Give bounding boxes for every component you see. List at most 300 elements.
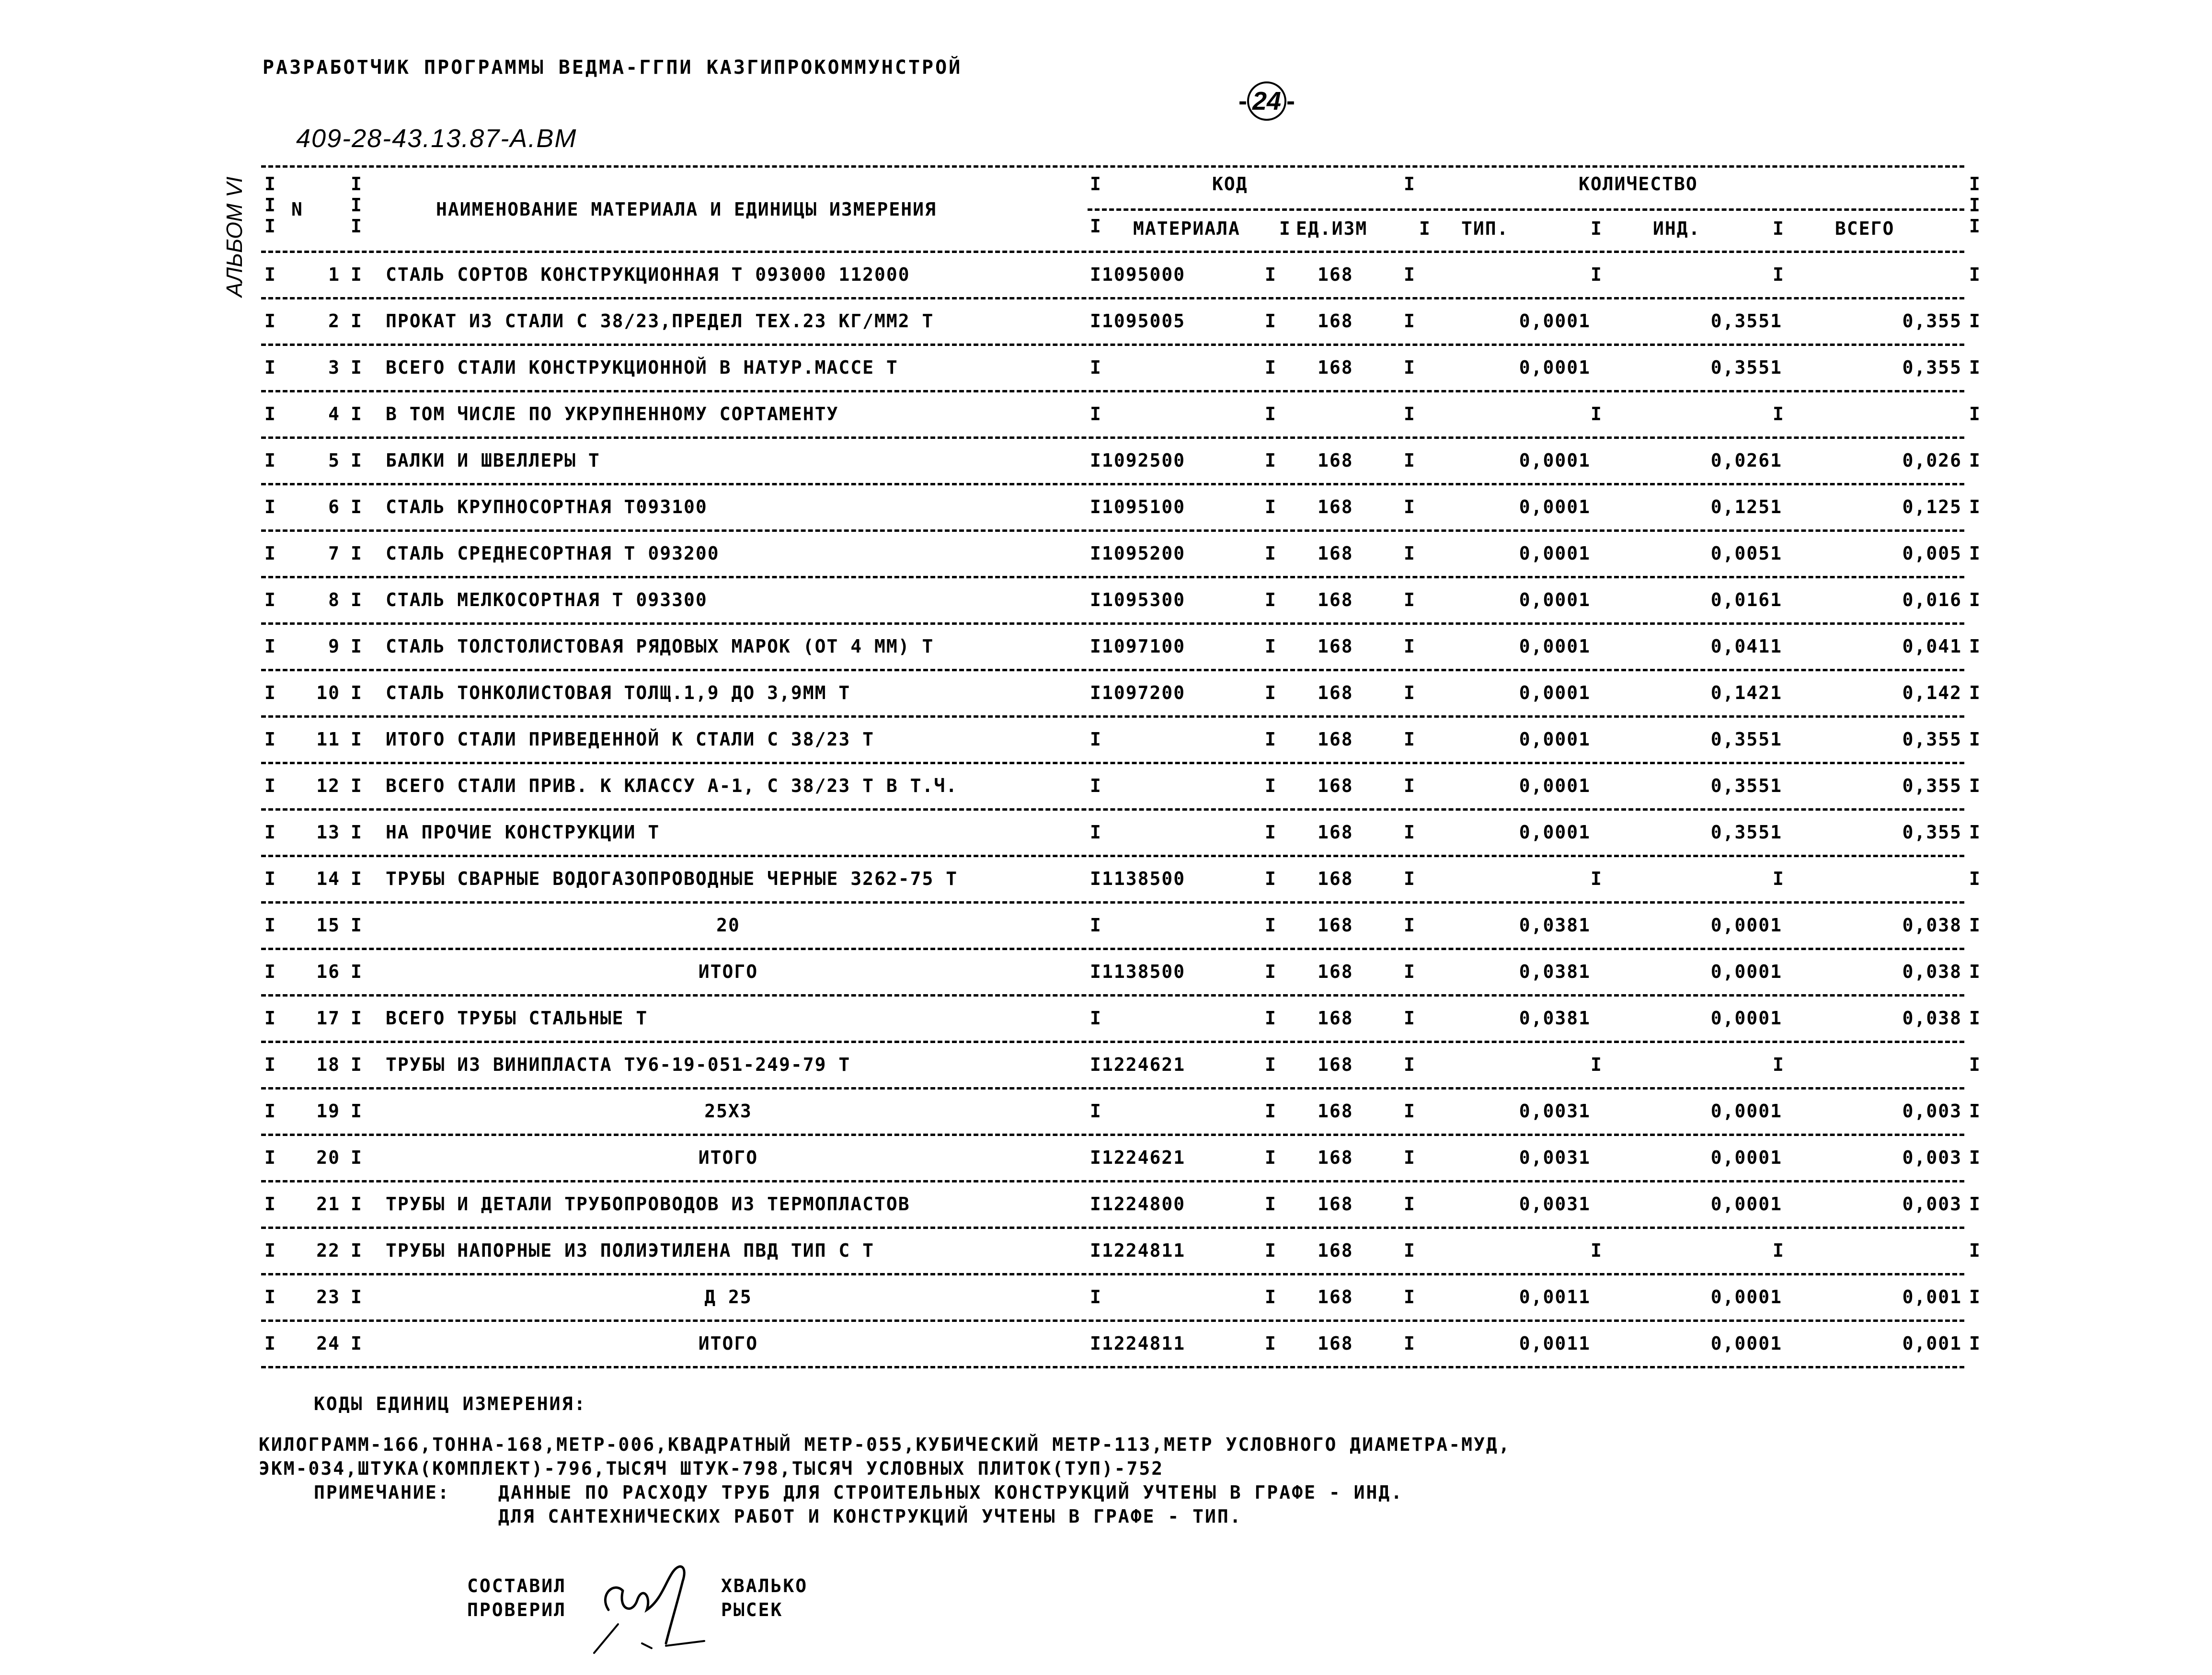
row-name: ИТОГО [698, 1333, 758, 1354]
row-separator: I [351, 868, 362, 889]
row-qty-ind: 0,3551 [1710, 775, 1782, 796]
row-separator: I [1969, 1008, 1980, 1029]
row-separator: I [1090, 915, 1101, 936]
row-qty-type: 0,0001 [1519, 682, 1591, 703]
row-separator: I [1090, 636, 1101, 657]
header-code-unit: ЕД.ИЗМ [1296, 218, 1368, 239]
header-qty-ind: ИНД. [1653, 218, 1701, 239]
row-separator: I [1090, 1193, 1101, 1215]
row-separator: I [351, 496, 362, 517]
row-separator: I [1090, 775, 1101, 796]
units-title: КОДЫ ЕДИНИЦ ИЗМЕРЕНИЯ: [314, 1393, 587, 1414]
row-qty-total: 0,038 [1902, 961, 1962, 982]
row-rule [261, 762, 1964, 764]
row-qty-type: 0,0001 [1519, 310, 1591, 332]
row-separator: I [1969, 682, 1980, 703]
row-separator: I [351, 1193, 362, 1215]
row-qty-total: 0,016 [1902, 589, 1962, 610]
row-number: 5 [328, 450, 340, 471]
row-separator: I [1090, 357, 1101, 378]
row-separator: I [1404, 357, 1415, 378]
row-qty-total: 0,142 [1902, 682, 1962, 703]
row-separator: I [264, 310, 275, 332]
checked-name: РЫСЕК [721, 1599, 783, 1620]
row-qty-type: 0,0001 [1519, 636, 1591, 657]
row-unit-code: 168 [1318, 543, 1353, 564]
row-rule [261, 576, 1964, 578]
row-separator: I [1090, 543, 1101, 564]
row-separator: I [1404, 775, 1415, 796]
row-number: 14 [316, 868, 340, 889]
row-separator: I [1090, 961, 1101, 982]
row-qty-type: 0,0381 [1519, 961, 1591, 982]
row-qty-type: 0,0001 [1519, 450, 1591, 471]
row-separator: I [351, 775, 362, 796]
row-unit-code: 168 [1318, 1286, 1353, 1308]
row-separator: I [264, 729, 275, 750]
row-separator: I [264, 682, 275, 703]
units-line-1: КИЛОГРАММ-166,ТОННА-168,МЕТР-006,КВАДРАТНЫЙ МЕТР-055,КУБИЧЕСКИЙ МЕТР-113,МЕТР УСЛОВНОГО ДИАМЕТРА-МУД, [259, 1434, 1511, 1455]
row-separator: I [1969, 1054, 1980, 1075]
row-separator: I [264, 1240, 275, 1261]
row-number: 6 [328, 496, 340, 517]
row-name: ИТОГО [698, 961, 758, 982]
row-rule [261, 1227, 1964, 1229]
row-separator: I [1969, 1286, 1980, 1308]
row-separator: I [1265, 1193, 1276, 1215]
row-qty-ind: 0,0261 [1710, 450, 1782, 471]
row-unit-code: 168 [1318, 868, 1353, 889]
row-separator: I [1265, 264, 1276, 285]
row-separator: I [264, 589, 275, 610]
row-qty-ind: 0,3551 [1710, 310, 1782, 332]
row-name: ТРУБЫ И ДЕТАЛИ ТРУБОПРОВОДОВ ИЗ ТЕРМОПЛАСТОВ [386, 1193, 910, 1215]
row-separator: I [1773, 403, 1784, 424]
row-separator: I [1265, 915, 1276, 936]
note-label: ПРИМЕЧАНИЕ: [314, 1482, 450, 1503]
row-separator: I [1591, 264, 1602, 285]
row-separator: I [1090, 868, 1101, 889]
row-qty-type: 0,0011 [1519, 1286, 1591, 1308]
row-material-code: 1138500 [1102, 868, 1186, 889]
row-separator: I [1404, 729, 1415, 750]
row-unit-code: 168 [1318, 496, 1353, 517]
row-qty-ind: 0,0051 [1710, 543, 1782, 564]
row-name: СТАЛЬ МЕЛКОСОРТНАЯ Т 093300 [386, 589, 708, 610]
row-unit-code: 168 [1318, 1101, 1353, 1122]
row-qty-type: 0,0001 [1519, 729, 1591, 750]
row-number: 18 [316, 1054, 340, 1075]
row-material-code: 1224621 [1102, 1054, 1186, 1075]
row-rule [261, 529, 1964, 532]
header-mid-rule [1088, 208, 1964, 211]
row-separator: I [1969, 450, 1980, 471]
row-separator: I [351, 357, 362, 378]
developer-line: РАЗРАБОТЧИК ПРОГРАММЫ ВЕДМА-ГГПИ КАЗГИПРОКОММУНСТРОЙ [263, 57, 963, 79]
row-unit-code: 168 [1318, 915, 1353, 936]
row-separator: I [351, 1101, 362, 1122]
row-separator: I [1969, 357, 1980, 378]
row-unit-code: 168 [1318, 961, 1353, 982]
row-separator: I [1090, 403, 1101, 424]
row-name: ТРУБЫ НАПОРНЫЕ ИЗ ПОЛИЭТИЛЕНА ПВД ТИП С Т [386, 1240, 874, 1261]
row-name: БАЛКИ И ШВЕЛЛЕРЫ Т [386, 450, 600, 471]
table-top-rule [261, 165, 1964, 168]
row-separator: I [264, 915, 275, 936]
row-separator: I [264, 496, 275, 517]
row-qty-ind: 0,0411 [1710, 636, 1782, 657]
row-separator: I [1773, 868, 1784, 889]
row-rule [261, 1134, 1964, 1136]
row-unit-code: 168 [1318, 1333, 1353, 1354]
row-number: 17 [316, 1008, 340, 1029]
row-number: 11 [316, 729, 340, 750]
header-code-material: МАТЕРИАЛА [1133, 218, 1240, 239]
row-separator: I [264, 1054, 275, 1075]
row-name: НА ПРОЧИЕ КОНСТРУКЦИИ Т [386, 822, 660, 843]
page-number-circle: 24 [1247, 81, 1286, 121]
note-line-1: ДАННЫЕ ПО РАСХОДУ ТРУБ ДЛЯ СТРОИТЕЛЬНЫХ КОНСТРУКЦИЙ УЧТЕНЫ В ГРАФЕ - ИНД. [498, 1482, 1404, 1503]
row-separator: I [1265, 403, 1276, 424]
row-separator: I [1265, 589, 1276, 610]
row-separator: I [1404, 1054, 1415, 1075]
row-separator: I [351, 822, 362, 843]
row-qty-type: 0,0001 [1519, 543, 1591, 564]
row-name: ВСЕГО СТАЛИ ПРИВ. К КЛАССУ А-1, С 38/23 Т В Т.Ч. [386, 775, 958, 796]
row-material-code: 1224811 [1102, 1240, 1186, 1261]
header-sep: I [1404, 173, 1415, 195]
header-n: N [291, 199, 303, 220]
row-rule [261, 994, 1964, 997]
row-separator: I [264, 775, 275, 796]
row-separator: I [264, 264, 275, 285]
row-separator: I [1404, 1147, 1415, 1168]
row-separator: I [1404, 868, 1415, 889]
row-qty-total: 0,001 [1902, 1286, 1962, 1308]
header-code-group: КОД [1212, 173, 1248, 195]
row-unit-code: 168 [1318, 1147, 1353, 1168]
row-unit-code: 168 [1318, 682, 1353, 703]
row-separator: I [1090, 822, 1101, 843]
row-qty-ind: 0,0001 [1710, 961, 1782, 982]
row-number: 21 [316, 1193, 340, 1215]
row-separator: I [351, 636, 362, 657]
row-name: СТАЛЬ КРУПНОСОРТНАЯ Т093100 [386, 496, 708, 517]
row-separator: I [1404, 636, 1415, 657]
row-qty-type: 0,0001 [1519, 589, 1591, 610]
row-number: 9 [328, 636, 340, 657]
row-separator: I [1969, 403, 1980, 424]
row-qty-total: 0,005 [1902, 543, 1962, 564]
row-separator: I [1773, 1054, 1784, 1075]
row-rule [261, 948, 1964, 950]
row-qty-total: 0,125 [1902, 496, 1962, 517]
row-material-code: 1095300 [1102, 589, 1186, 610]
row-number: 3 [328, 357, 340, 378]
row-unit-code: 168 [1318, 357, 1353, 378]
row-number: 13 [316, 822, 340, 843]
row-qty-ind: 0,0001 [1710, 1193, 1782, 1215]
row-separator: I [1090, 450, 1101, 471]
row-separator: I [351, 450, 362, 471]
note-line-2: ДЛЯ САНТЕХНИЧЕСКИХ РАБОТ И КОНСТРУКЦИЙ УЧТЕНЫ В ГРАФЕ - ТИП. [498, 1506, 1242, 1527]
row-qty-ind: 0,1251 [1710, 496, 1782, 517]
row-separator: I [1265, 868, 1276, 889]
row-qty-type: 0,0001 [1519, 496, 1591, 517]
row-separator: I [1265, 496, 1276, 517]
row-unit-code: 168 [1318, 1054, 1353, 1075]
row-number: 4 [328, 403, 340, 424]
row-separator: I [1773, 1240, 1784, 1261]
row-separator: I [1969, 310, 1980, 332]
row-name: 25Х3 [704, 1101, 752, 1122]
row-separator: I [1265, 822, 1276, 843]
row-name: СТАЛЬ СРЕДНЕСОРТНАЯ Т 093200 [386, 543, 720, 564]
row-separator: I [1404, 589, 1415, 610]
row-qty-ind: 0,3551 [1710, 357, 1782, 378]
row-separator: I [1265, 450, 1276, 471]
header-sep: I [1279, 218, 1290, 239]
row-separator: I [1265, 1240, 1276, 1261]
row-separator: I [1969, 1147, 1980, 1168]
row-qty-ind: 0,0001 [1710, 915, 1782, 936]
row-qty-total: 0,355 [1902, 775, 1962, 796]
row-separator: I [1969, 868, 1980, 889]
row-rule [261, 297, 1964, 299]
row-qty-type: 0,0001 [1519, 775, 1591, 796]
row-separator: I [1969, 1333, 1980, 1354]
row-separator: I [1404, 403, 1415, 424]
row-separator: I [1265, 1333, 1276, 1354]
row-number: 19 [316, 1101, 340, 1122]
row-qty-ind: 0,0001 [1710, 1333, 1782, 1354]
row-rule [261, 1087, 1964, 1090]
row-number: 8 [328, 589, 340, 610]
row-number: 7 [328, 543, 340, 564]
row-number: 10 [316, 682, 340, 703]
row-separator: I [1265, 729, 1276, 750]
row-separator: I [264, 543, 275, 564]
row-separator: I [1265, 1286, 1276, 1308]
row-separator: I [1969, 961, 1980, 982]
row-rule [261, 855, 1964, 857]
row-qty-ind: 0,3551 [1710, 822, 1782, 843]
row-qty-ind: 0,0001 [1710, 1101, 1782, 1122]
row-separator: I [1090, 1101, 1101, 1122]
header-qty-type: ТИП. [1461, 218, 1509, 239]
row-separator: I [1404, 961, 1415, 982]
row-unit-code: 168 [1318, 1008, 1353, 1029]
row-name: ИТОГО [698, 1147, 758, 1168]
row-separator: I [351, 1286, 362, 1308]
row-name: 20 [716, 915, 740, 936]
row-separator: I [1265, 636, 1276, 657]
row-number: 24 [316, 1333, 340, 1354]
row-separator: I [351, 1054, 362, 1075]
row-separator: I [264, 1008, 275, 1029]
row-rule [261, 390, 1964, 392]
row-separator: I [1090, 682, 1101, 703]
row-separator: I [1090, 264, 1101, 285]
row-rule [261, 1041, 1964, 1043]
row-separator: I [1969, 636, 1980, 657]
row-separator: I [1969, 496, 1980, 517]
row-separator: I [1969, 264, 1980, 285]
row-separator: I [351, 264, 362, 285]
row-separator: I [351, 729, 362, 750]
row-material-code: 1224621 [1102, 1147, 1186, 1168]
composed-name: ХВАЛЬКО [721, 1575, 808, 1596]
row-qty-type: 0,0031 [1519, 1193, 1591, 1215]
row-separator: I [1969, 775, 1980, 796]
row-separator: I [264, 822, 275, 843]
row-separator: I [1404, 915, 1415, 936]
row-separator: I [1404, 1286, 1415, 1308]
row-rule [261, 1319, 1964, 1322]
row-number: 16 [316, 961, 340, 982]
row-rule [261, 483, 1964, 485]
row-separator: I [1591, 868, 1602, 889]
row-separator: I [1265, 310, 1276, 332]
row-separator: I [351, 961, 362, 982]
units-line-2: ЭКМ-034,ШТУКА(КОМПЛЕКТ)-796,ТЫСЯЧ ШТУК-798,ТЫСЯЧ УСЛОВНЫХ ПЛИТОК(ТУП)-752 [259, 1458, 1164, 1479]
header-sep: I I [1090, 173, 1101, 237]
row-separator: I [264, 1147, 275, 1168]
row-number: 1 [328, 264, 340, 285]
row-name: ПРОКАТ ИЗ СТАЛИ С 38/23,ПРЕДЕЛ ТЕХ.23 КГ/ММ2 Т [386, 310, 934, 332]
row-unit-code: 168 [1318, 636, 1353, 657]
row-separator: I [1404, 1333, 1415, 1354]
composed-label: СОСТАВИЛ [467, 1575, 567, 1596]
row-rule [261, 669, 1964, 671]
row-separator: I [1090, 1286, 1101, 1308]
row-qty-type: 0,0001 [1519, 357, 1591, 378]
checked-label: ПРОВЕРИЛ [467, 1599, 567, 1620]
row-qty-type: 0,0031 [1519, 1101, 1591, 1122]
row-number: 15 [316, 915, 340, 936]
row-separator: I [1090, 589, 1101, 610]
document-code: 409-28-43.13.87-А.ВМ [296, 124, 577, 153]
row-separator: I [1969, 1240, 1980, 1261]
row-name: Д 25 [704, 1286, 752, 1308]
row-separator: I [264, 1101, 275, 1122]
row-separator: I [1773, 264, 1784, 285]
album-label: АЛЬБОМ VI [222, 176, 247, 297]
row-name: ВСЕГО ТРУБЫ СТАЛЬНЫЕ Т [386, 1008, 648, 1029]
row-rule [261, 1273, 1964, 1275]
row-rule [261, 1180, 1964, 1182]
row-number: 22 [316, 1240, 340, 1261]
row-separator: I [1265, 1101, 1276, 1122]
row-name: ТРУБЫ СВАРНЫЕ ВОДОГАЗОПРОВОДНЫЕ ЧЕРНЫЕ 3262-75 Т [386, 868, 958, 889]
row-separator: I [1265, 1054, 1276, 1075]
row-separator: I [1591, 403, 1602, 424]
row-separator: I [1404, 264, 1415, 285]
row-separator: I [1265, 1008, 1276, 1029]
row-separator: I [351, 915, 362, 936]
row-number: 12 [316, 775, 340, 796]
row-qty-total: 0,041 [1902, 636, 1962, 657]
row-number: 2 [328, 310, 340, 332]
row-rule [261, 436, 1964, 439]
row-name: ТРУБЫ ИЗ ВИНИПЛАСТА ТУ6-19-051-249-79 Т [386, 1054, 851, 1075]
row-qty-ind: 0,0001 [1710, 1286, 1782, 1308]
row-material-code: 1095200 [1102, 543, 1186, 564]
header-sep: I [1591, 218, 1602, 239]
row-separator: I [264, 636, 275, 657]
row-qty-total: 0,355 [1902, 729, 1962, 750]
row-separator: I [351, 543, 362, 564]
row-separator: I [264, 1193, 275, 1215]
header-sep: I [1419, 218, 1430, 239]
row-separator: I [351, 1147, 362, 1168]
row-separator: I [1404, 496, 1415, 517]
row-unit-code: 168 [1318, 822, 1353, 843]
row-separator: I [1265, 682, 1276, 703]
row-separator: I [1404, 1240, 1415, 1261]
row-qty-type: 0,0011 [1519, 1333, 1591, 1354]
header-sep: I I I [264, 173, 275, 237]
row-unit-code: 168 [1318, 589, 1353, 610]
row-separator: I [1969, 1193, 1980, 1215]
row-rule [261, 808, 1964, 811]
row-separator: I [1404, 543, 1415, 564]
row-name: СТАЛЬ СОРТОВ КОНСТРУКЦИОННАЯ Т 093000 112000 [386, 264, 910, 285]
row-rule [261, 1366, 1964, 1368]
row-separator: I [1969, 822, 1980, 843]
row-separator: I [1090, 1240, 1101, 1261]
row-separator: I [264, 868, 275, 889]
row-separator: I [1969, 729, 1980, 750]
row-separator: I [264, 357, 275, 378]
row-unit-code: 168 [1318, 310, 1353, 332]
row-separator: I [351, 1008, 362, 1029]
row-material-code: 1095100 [1102, 496, 1186, 517]
row-name: ВСЕГО СТАЛИ КОНСТРУКЦИОННОЙ В НАТУР.МАССЕ Т [386, 357, 898, 378]
row-qty-total: 0,026 [1902, 450, 1962, 471]
row-separator: I [264, 403, 275, 424]
row-separator: I [264, 961, 275, 982]
row-qty-ind: 0,3551 [1710, 729, 1782, 750]
row-separator: I [264, 1333, 275, 1354]
header-bottom-rule [261, 251, 1964, 253]
row-separator: I [1404, 310, 1415, 332]
row-separator: I [351, 1240, 362, 1261]
row-separator: I [1969, 589, 1980, 610]
row-qty-total: 0,355 [1902, 357, 1962, 378]
row-number: 23 [316, 1286, 340, 1308]
row-separator: I [1404, 1101, 1415, 1122]
row-unit-code: 168 [1318, 1193, 1353, 1215]
row-separator: I [1265, 357, 1276, 378]
row-material-code: 1095005 [1102, 310, 1186, 332]
header-qty-group: КОЛИЧЕСТВО [1579, 173, 1698, 195]
row-unit-code: 168 [1318, 264, 1353, 285]
row-separator: I [1265, 1147, 1276, 1168]
row-separator: I [1404, 682, 1415, 703]
row-rule [261, 344, 1964, 346]
row-material-code: 1138500 [1102, 961, 1186, 982]
row-qty-total: 0,003 [1902, 1193, 1962, 1215]
row-separator: I [1265, 961, 1276, 982]
row-separator: I [351, 1333, 362, 1354]
row-qty-ind: 0,0161 [1710, 589, 1782, 610]
row-separator: I [1404, 1008, 1415, 1029]
row-separator: I [1404, 822, 1415, 843]
header-sep: I I I [1969, 173, 1980, 237]
row-separator: I [1090, 1054, 1101, 1075]
row-separator: I [1090, 310, 1101, 332]
